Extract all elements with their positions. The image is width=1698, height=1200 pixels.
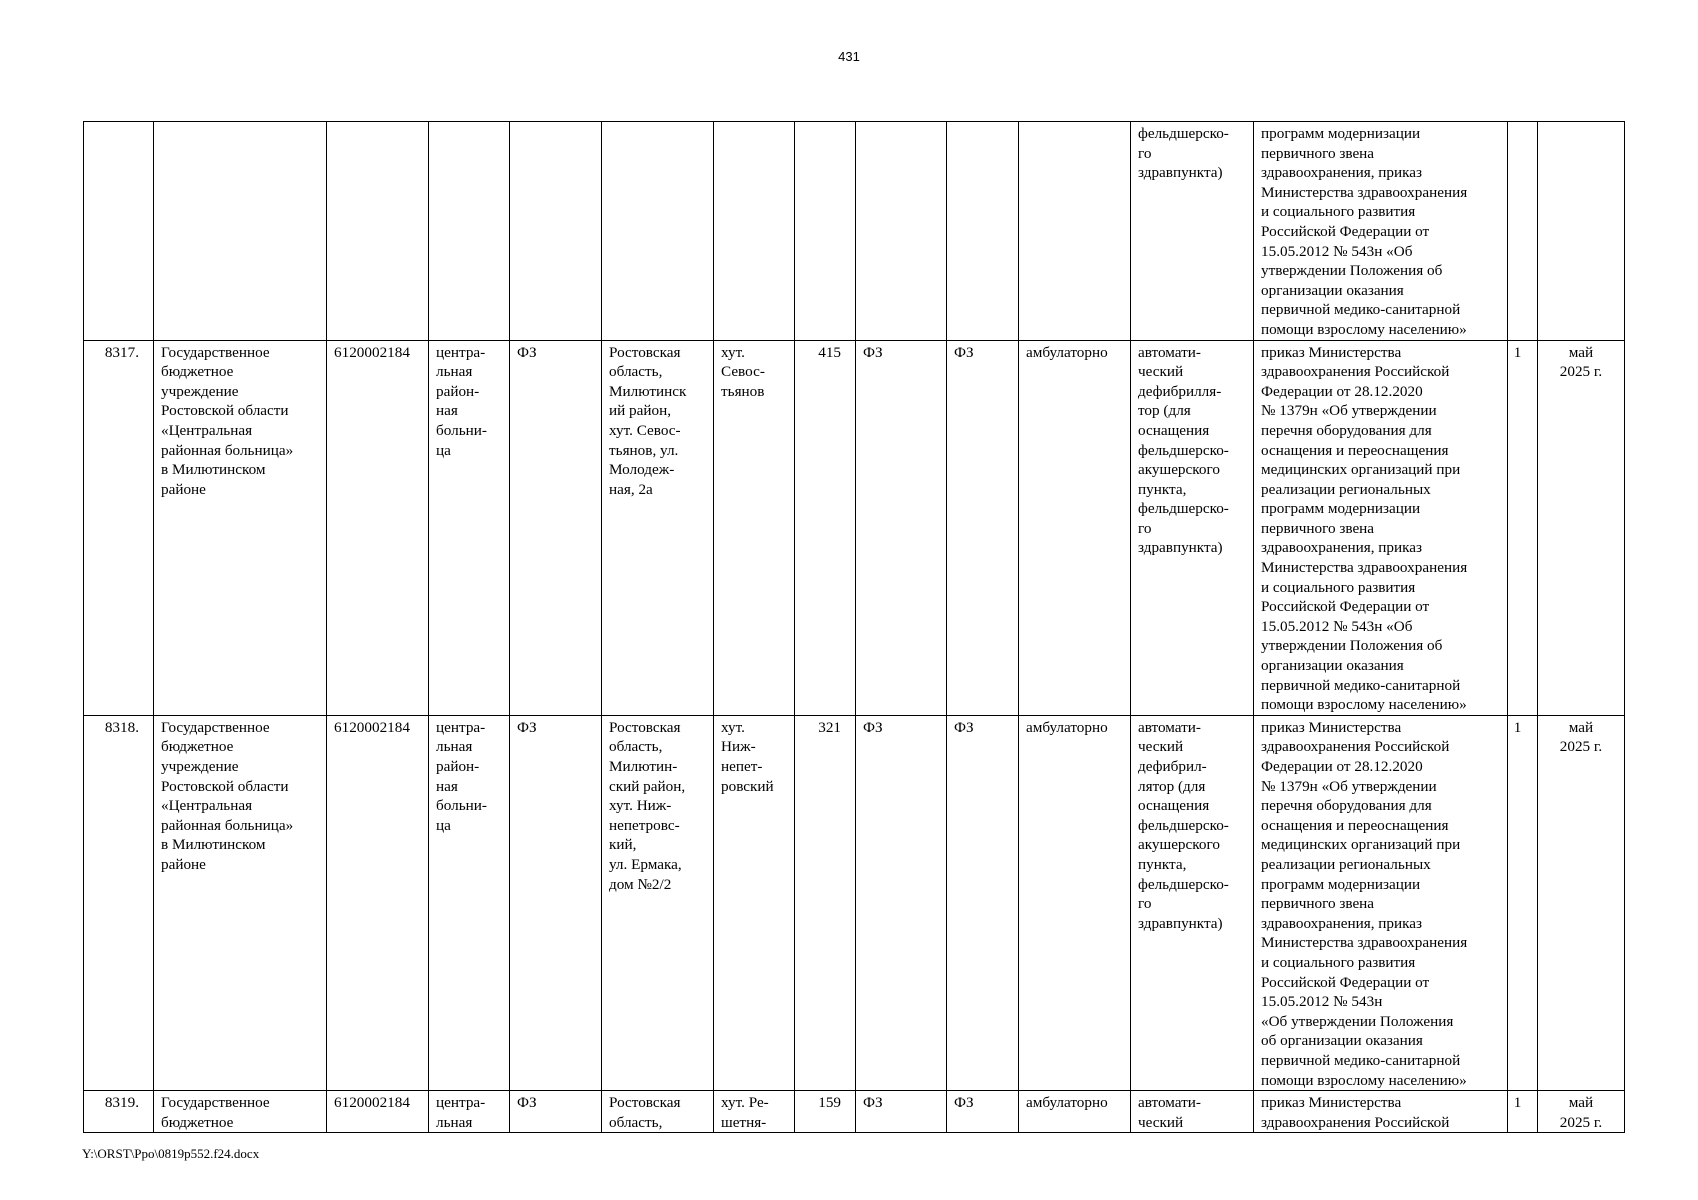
unit-type-cell: ФЗ bbox=[510, 715, 602, 1090]
quantity-cell: 1 bbox=[1508, 340, 1538, 715]
unit-type-cell-3: ФЗ bbox=[947, 340, 1019, 715]
unit-type-cell-2: ФЗ bbox=[856, 715, 947, 1090]
footer-file-path: Y:\ORST\Ppo\0819p552.f24.docx bbox=[82, 1146, 260, 1161]
row-number-cell: 8317. bbox=[84, 340, 154, 715]
deadline-cell bbox=[1538, 122, 1625, 341]
unit-type-cell-2: ФЗ bbox=[856, 340, 947, 715]
equipment-cell: автомати- ческий дефибрил- лятор (для оснащения фельдшерско- акушерского пункта, фельдшерско- го здравпункта) bbox=[1131, 715, 1254, 1090]
unit-type-cell-2 bbox=[856, 122, 947, 341]
table-body bbox=[84, 122, 1625, 1133]
row-number-cell: 8318. bbox=[84, 715, 154, 1090]
quantity-cell: 1 bbox=[1508, 715, 1538, 1090]
equipment-table-wrapper bbox=[83, 121, 1624, 1133]
settlement-cell: хут. Ниж- непет- ровский bbox=[714, 715, 795, 1090]
page-number: 431 bbox=[838, 49, 860, 64]
legal-basis-cell: программ модернизации первичного звена здравоохранения, приказ Министерства здравоохранения и социального развития Российской Федерации от 15.05.2012 № 543н «Об утверждении Положения об организации оказания первичной медико-санитарной помощи взрослому населению» bbox=[1254, 122, 1508, 341]
address-cell: Ростовская область, Милютинск ий район, хут. Севос- тьянов, ул. Молодеж- ная, 2а bbox=[602, 340, 714, 715]
unit-type-cell-3 bbox=[947, 122, 1019, 341]
settlement-cell bbox=[714, 122, 795, 341]
legal-basis-cell: приказ Министерства здравоохранения Российской bbox=[1254, 1091, 1508, 1133]
organization-type-cell: центра- льная bbox=[429, 1091, 510, 1133]
population-cell: 415 bbox=[795, 340, 856, 715]
legal-basis-cell: приказ Министерства здравоохранения Российской Федерации от 28.12.2020 № 1379н «Об утверждении перечня оборудования для оснащения и переоснащения медицинских организаций при реализации региональных программ модернизации первичного звена здравоохранения, приказ Министерства здравоохранения и социального развития Российской Федерации от 15.05.2012 № 543н «Об утверждении Положения об организации оказания первичной медико-санитарной помощи взрослому населению» bbox=[1254, 715, 1508, 1090]
unit-type-cell: ФЗ bbox=[510, 1091, 602, 1133]
population-cell bbox=[795, 122, 856, 341]
deadline-cell: май 2025 г. bbox=[1538, 340, 1625, 715]
care-conditions-cell: амбулаторно bbox=[1019, 1091, 1131, 1133]
settlement-cell: хут. Ре- шетня- bbox=[714, 1091, 795, 1133]
address-cell bbox=[602, 122, 714, 341]
row-number-cell: 8319. bbox=[84, 1091, 154, 1133]
legal-basis-cell: приказ Министерства здравоохранения Российской Федерации от 28.12.2020 № 1379н «Об утверждении перечня оборудования для оснащения и переоснащения медицинских организаций при реализации региональных программ модернизации первичного звена здравоохранения, приказ Министерства здравоохранения и социального развития Российской Федерации от 15.05.2012 № 543н «Об утверждении Положения об организации оказания первичной медико-санитарной помощи взрослому населению» bbox=[1254, 340, 1508, 715]
table-row bbox=[84, 340, 1625, 715]
quantity-cell bbox=[1508, 122, 1538, 341]
inn-cell bbox=[327, 122, 429, 341]
organization-name-cell bbox=[154, 122, 327, 341]
table-row bbox=[84, 122, 1625, 341]
address-cell: Ростовская область, bbox=[602, 1091, 714, 1133]
inn-cell: 6120002184 bbox=[327, 715, 429, 1090]
settlement-cell: хут. Севос- тьянов bbox=[714, 340, 795, 715]
organization-name-cell: Государственное бюджетное учреждение Ростовской области «Центральная районная больница» в Милютинском районе bbox=[154, 340, 327, 715]
equipment-cell: автомати- ческий bbox=[1131, 1091, 1254, 1133]
equipment-table bbox=[83, 121, 1625, 1133]
care-conditions-cell: амбулаторно bbox=[1019, 715, 1131, 1090]
care-conditions-cell: амбулаторно bbox=[1019, 340, 1131, 715]
inn-cell: 6120002184 bbox=[327, 340, 429, 715]
quantity-cell: 1 bbox=[1508, 1091, 1538, 1133]
unit-type-cell-2: ФЗ bbox=[856, 1091, 947, 1133]
population-cell: 159 bbox=[795, 1091, 856, 1133]
unit-type-cell bbox=[510, 122, 602, 341]
table-row bbox=[84, 1091, 1625, 1133]
equipment-cell: автомати- ческий дефибрилля- тор (для оснащения фельдшерско- акушерского пункта, фельдшерско- го здравпункта) bbox=[1131, 340, 1254, 715]
deadline-cell: май 2025 г. bbox=[1538, 715, 1625, 1090]
row-number-cell bbox=[84, 122, 154, 341]
organization-type-cell bbox=[429, 122, 510, 341]
organization-name-cell: Государственное бюджетное bbox=[154, 1091, 327, 1133]
inn-cell: 6120002184 bbox=[327, 1091, 429, 1133]
equipment-cell: фельдшерско- го здравпункта) bbox=[1131, 122, 1254, 341]
table-row bbox=[84, 715, 1625, 1090]
population-cell: 321 bbox=[795, 715, 856, 1090]
organization-type-cell: центра- льная район- ная больни- ца bbox=[429, 715, 510, 1090]
deadline-cell: май 2025 г. bbox=[1538, 1091, 1625, 1133]
unit-type-cell: ФЗ bbox=[510, 340, 602, 715]
organization-name-cell: Государственное бюджетное учреждение Ростовской области «Центральная районная больница» в Милютинском районе bbox=[154, 715, 327, 1090]
care-conditions-cell bbox=[1019, 122, 1131, 341]
address-cell: Ростовская область, Милютин- ский район, хут. Ниж- непетровс- кий, ул. Ермака, дом №2/2 bbox=[602, 715, 714, 1090]
unit-type-cell-3: ФЗ bbox=[947, 1091, 1019, 1133]
unit-type-cell-3: ФЗ bbox=[947, 715, 1019, 1090]
organization-type-cell: центра- льная район- ная больни- ца bbox=[429, 340, 510, 715]
